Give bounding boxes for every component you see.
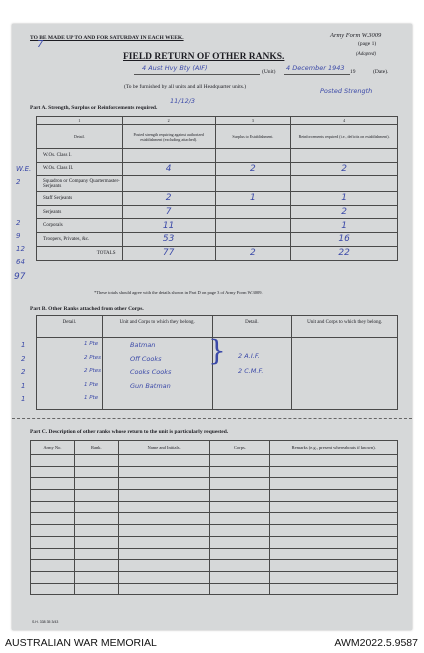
part-c-cell[interactable]: [118, 536, 210, 548]
part-b-detail: 1 Pte: [84, 381, 99, 388]
part-b-detail: 2 Ptes: [84, 354, 101, 361]
part-c-cell[interactable]: [118, 466, 210, 478]
part-c-row: [31, 490, 398, 502]
rank-label-cell: [37, 192, 123, 206]
surplus-value: 2: [250, 163, 256, 174]
part-b-qty: 2: [21, 354, 26, 363]
part-c-cell[interactable]: [118, 490, 210, 502]
form-sheet: [12, 24, 412, 630]
part-c-row: [31, 501, 398, 513]
rank-label-cell: [37, 162, 123, 176]
form-page: (page 1): [358, 41, 377, 47]
rank-label-cell: [37, 232, 123, 246]
part-c-cell[interactable]: [118, 513, 210, 525]
year-prefix: 19: [350, 69, 356, 75]
rank-label: Corporals: [43, 223, 63, 229]
part-c-row: [31, 583, 398, 595]
left-margin-number: 2: [16, 178, 21, 186]
posted-value-cell: [122, 176, 215, 192]
part-c-cell[interactable]: [270, 548, 398, 560]
totals-posted: 77: [162, 248, 175, 259]
reinf-value-cell: [291, 232, 398, 246]
handwritten-brace: }: [208, 334, 226, 367]
surplus-value-cell: [215, 176, 291, 192]
surplus-value: 1: [250, 193, 256, 204]
rank-label-cell: [37, 149, 123, 163]
left-margin-number: 9: [16, 232, 21, 240]
part-c-cell[interactable]: [270, 536, 398, 548]
posted-value: 2: [165, 193, 172, 204]
rank-label: Staff Serjeants: [43, 195, 73, 201]
part-a-row: [37, 219, 398, 233]
b-col-unit: Unit and Corps to which they belong.: [102, 316, 212, 338]
part-c-cell[interactable]: [31, 571, 75, 583]
adapted-label: (Adapted): [356, 52, 376, 57]
unit-label: (Unit): [262, 69, 276, 75]
part-a-table: [36, 116, 398, 261]
posted-value-cell: [122, 205, 215, 219]
part-b-right-unit-1: 2 A.I.F.: [238, 352, 260, 360]
part-c-heading: Part C. Description of other ranks whose return to the unit is particularly requested.: [30, 429, 229, 435]
part-c-cell[interactable]: [210, 571, 270, 583]
footer-left: AUSTRALIAN WAR MEMORIAL: [5, 637, 157, 649]
part-c-cell[interactable]: [118, 560, 210, 572]
totals-posted-cell: [96, 246, 215, 260]
c-col-name: Name and Initials.: [118, 441, 210, 455]
part-c-row: [31, 513, 398, 525]
part-b-unit: Gun Batman: [130, 381, 171, 390]
part-c-cell[interactable]: [270, 501, 398, 513]
date-label: (Date).: [373, 69, 389, 75]
part-c-cell[interactable]: [118, 548, 210, 560]
totals-surplus-cell: [215, 246, 291, 260]
part-c-cell[interactable]: [74, 466, 118, 478]
part-c-cell[interactable]: [118, 525, 210, 537]
c-col-rank: Rank.: [74, 441, 118, 455]
part-c-row: [31, 560, 398, 572]
surplus-value-cell: [215, 232, 291, 246]
part-c-cell[interactable]: [210, 548, 270, 560]
rank-label-cell: [37, 176, 123, 192]
left-margin-number: 2: [16, 219, 21, 227]
part-c-cell[interactable]: [210, 478, 270, 490]
part-c-cell[interactable]: [210, 466, 270, 478]
part-c-cell[interactable]: [118, 571, 210, 583]
part-c-cell[interactable]: [270, 478, 398, 490]
part-c-row: [31, 536, 398, 548]
reinf-value-cell: [291, 149, 398, 163]
part-c-cell[interactable]: [31, 513, 75, 525]
col-number: 2: [122, 117, 215, 125]
part-c-row: [31, 525, 398, 537]
part-c-cell[interactable]: [74, 560, 118, 572]
part-c-cell[interactable]: [210, 455, 270, 467]
b-col-detail-2: Detail.: [212, 316, 292, 338]
surplus-value-cell: [215, 219, 291, 233]
part-c-cell[interactable]: [31, 455, 75, 467]
reinf-value-cell: [291, 205, 398, 219]
part-c-cell[interactable]: [270, 490, 398, 502]
form-reference: Army Form W.3009: [330, 32, 382, 39]
rank-label-cell: [37, 219, 123, 233]
part-a-row: [37, 162, 398, 176]
part-a-row: [37, 149, 398, 163]
part-c-cell[interactable]: [118, 455, 210, 467]
furnish-note: (To be furnished by all units and all Headquarter units.): [124, 84, 247, 90]
part-c-cell[interactable]: [210, 513, 270, 525]
reinf-value-cell: [291, 176, 398, 192]
part-a-row: [37, 205, 398, 219]
part-c-cell[interactable]: [210, 501, 270, 513]
part-c-cell[interactable]: [118, 501, 210, 513]
part-c-row: [31, 478, 398, 490]
part-c-cell[interactable]: [31, 536, 75, 548]
handwritten-unit: 4 Aust Hvy Bty (AIF): [142, 64, 208, 72]
part-c-row: [31, 571, 398, 583]
part-b-detail: 1 Pte: [84, 341, 99, 347]
part-c-cell[interactable]: [31, 583, 75, 595]
unit-underline: [134, 74, 260, 75]
part-b-unit: Batman: [130, 341, 156, 349]
surplus-value-cell: [215, 205, 291, 219]
posted-value-cell: [122, 219, 215, 233]
surplus-value-cell: [215, 149, 291, 163]
part-a-heading: Part A. Strength, Surplus or Reinforcements required.: [30, 105, 158, 111]
part-c-cell[interactable]: [210, 560, 270, 572]
b-unit-cell-2: [292, 338, 398, 410]
b-col-unit-2: Unit and Corps to which they belong.: [292, 316, 398, 338]
reinf-value-cell: [291, 219, 398, 233]
c-col-army-no: Army No.: [31, 441, 75, 455]
posted-value-cell: [122, 149, 215, 163]
part-a-row: [37, 232, 398, 246]
part-b-unit: Cooks Cooks: [130, 368, 172, 376]
part-c-cell[interactable]: [74, 571, 118, 583]
c-col-corps: Corps.: [210, 441, 270, 455]
part-b-qty: 1: [21, 341, 26, 349]
part-c-cell[interactable]: [74, 501, 118, 513]
posted-value: 4: [165, 163, 172, 174]
rank-label: Troopers, Privates, &c.: [43, 236, 90, 242]
handwritten-posted-strength: Posted Strength: [320, 87, 373, 95]
col-number: 3: [215, 117, 291, 125]
part-c-cell[interactable]: [31, 466, 75, 478]
col-header-posted: Posted strength requiring against authorized establishment (excluding attached).: [122, 125, 215, 149]
part-c-table: [30, 440, 398, 595]
part-c-cell[interactable]: [74, 583, 118, 595]
rank-label: W.Os. Class II.: [43, 166, 74, 172]
part-c-cell[interactable]: [74, 513, 118, 525]
part-c-cell[interactable]: [210, 490, 270, 502]
part-c-row: [31, 455, 398, 467]
part-c-cell[interactable]: [270, 583, 398, 595]
totals-reinf: 22: [338, 248, 350, 259]
form-title: FIELD RETURN OF OTHER RANKS.: [123, 52, 285, 62]
col-header-detail: Detail.: [37, 125, 123, 149]
part-c-cell[interactable]: [74, 536, 118, 548]
col-number: 1: [37, 117, 123, 125]
part-b-qty: 1: [21, 381, 26, 390]
left-margin-total: 97: [14, 272, 26, 282]
print-code: S.H. 338 35 3/43: [32, 620, 59, 624]
part-b-unit: Off Cooks: [130, 354, 162, 363]
totals-surplus: 2: [250, 248, 256, 259]
part-a-note: *These totals should agree with the details shown in Part D on page 3 of Army Form W.3009.: [94, 290, 263, 295]
date-underline: [284, 74, 350, 75]
part-c-cell[interactable]: [74, 548, 118, 560]
part-b-heading: Part B. Other Ranks attached from other Corps.: [30, 306, 144, 312]
col-number: 4: [291, 117, 398, 125]
part-c-cell[interactable]: [270, 571, 398, 583]
part-c-cell[interactable]: [270, 560, 398, 572]
posted-value-cell: [122, 162, 215, 176]
part-c-row: [31, 548, 398, 560]
reinf-value-cell: [291, 192, 398, 206]
part-c-cell[interactable]: [210, 525, 270, 537]
part-b-qty: 2: [21, 368, 26, 376]
totals-reinf-cell: [291, 246, 398, 260]
part-c-cell[interactable]: [270, 466, 398, 478]
reinf-value-cell: [291, 162, 398, 176]
part-c-cell[interactable]: [74, 490, 118, 502]
perforation-line: [12, 418, 412, 419]
posted-value: 11: [162, 220, 175, 231]
col-header-reinforcements: Reinforcements required (i.e., deficits on establishment).: [291, 125, 398, 149]
posted-value: 53: [162, 234, 175, 245]
part-b-detail: 1 Pte: [84, 395, 99, 401]
rank-label: Serjeants: [43, 209, 62, 215]
rank-label: W.Os. Class I.: [43, 152, 72, 158]
totals-label: TOTALS: [96, 250, 116, 256]
left-margin-number: W.E.: [16, 165, 32, 173]
b-col-detail: Detail.: [37, 316, 103, 338]
part-a-row: [37, 176, 398, 192]
part-c-cell[interactable]: [31, 490, 75, 502]
part-c-cell[interactable]: [74, 455, 118, 467]
part-c-cell[interactable]: [270, 513, 398, 525]
handwritten-date-2: 11/12/3: [170, 97, 196, 105]
part-c-row: [31, 466, 398, 478]
part-b-right-unit-2: 2 C.M.F.: [238, 367, 264, 375]
c-col-remarks: Remarks (e.g., present whereabouts if known).: [270, 441, 398, 455]
part-b-detail: 2 Ptes: [84, 368, 101, 374]
surplus-value-cell: [215, 162, 291, 176]
part-b-qty: 1: [21, 395, 26, 403]
reinf-value: 2: [341, 163, 348, 174]
part-c-cell[interactable]: [210, 536, 270, 548]
part-c-cell[interactable]: [118, 583, 210, 595]
handwritten-date: 4 December 1943: [286, 64, 345, 72]
footer-right: AWM2022.5.9587: [334, 637, 418, 649]
notice-text: TO BE MADE UP TO AND FOR SATURDAY IN EACH WEEK.: [30, 35, 184, 41]
part-c-cell[interactable]: [31, 478, 75, 490]
reinf-value: 1: [341, 193, 348, 204]
reinf-value: 2: [341, 207, 348, 218]
posted-value-cell: [122, 232, 215, 246]
posted-value: 7: [165, 207, 172, 218]
left-margin-number: 12: [16, 245, 25, 253]
part-c-cell[interactable]: [31, 560, 75, 572]
rank-label: Squadron or Company Quartermaster-Serjeants: [43, 178, 120, 189]
part-c-cell[interactable]: [118, 478, 210, 490]
part-c-cell[interactable]: [31, 525, 75, 537]
part-c-cell[interactable]: [270, 455, 398, 467]
part-c-cell[interactable]: [210, 583, 270, 595]
reinf-value: 1: [341, 220, 348, 231]
part-c-cell[interactable]: [270, 525, 398, 537]
handwritten-corner-number: 7: [37, 39, 44, 50]
part-a-row: [37, 192, 398, 206]
rank-label-cell: [37, 205, 123, 219]
part-c-cell[interactable]: [74, 478, 118, 490]
left-margin-number: 64: [16, 258, 25, 266]
reinf-value: 16: [338, 234, 350, 245]
surplus-value-cell: [215, 192, 291, 206]
part-c-cell[interactable]: [74, 525, 118, 537]
posted-value-cell: [122, 192, 215, 206]
part-c-cell[interactable]: [31, 501, 75, 513]
col-header-surplus: Surplus to Establishment.: [215, 125, 291, 149]
part-c-cell[interactable]: [31, 548, 75, 560]
